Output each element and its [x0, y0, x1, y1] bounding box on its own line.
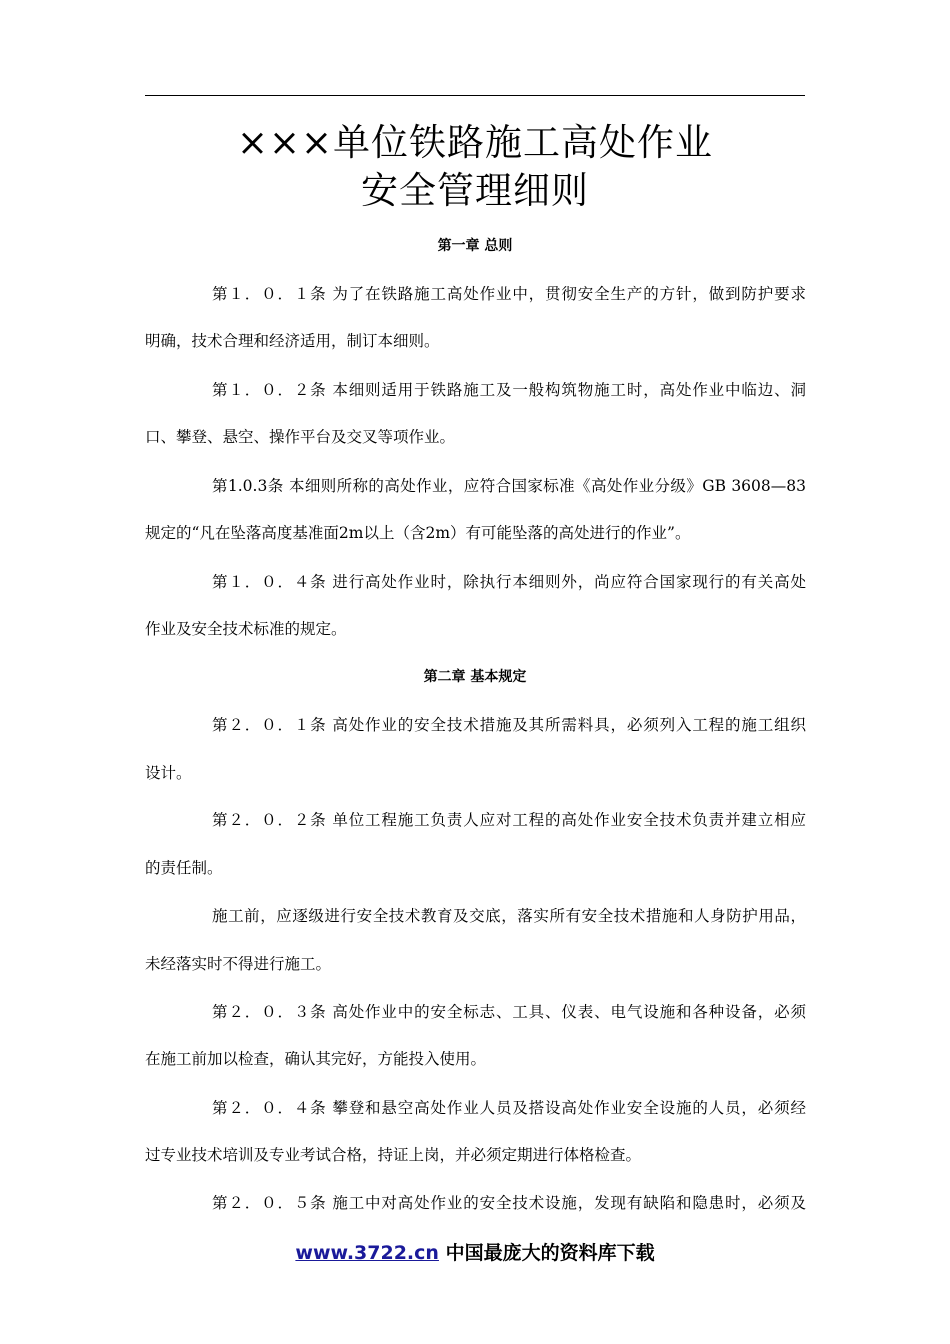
paragraph-line-2: 未经落实时不得进行施工。: [145, 955, 332, 973]
article-2-0-1-line-1: 第２．０．１条 高处作业的安全技术措施及其所需料具，必须列入工程的施工组织: [212, 716, 806, 734]
article-1-0-4-line-2: 作业及安全技术标准的规定。: [145, 620, 347, 638]
article-2-0-3-line-2: 在施工前加以检查，确认其完好，方能投入使用。: [145, 1050, 487, 1068]
article-1-0-2-line-1: 第１．０．２条 本细则适用于铁路施工及一般构筑物施工时，高处作业中临边、洞: [212, 381, 806, 399]
article-1-0-2-line-2: 口、攀登、悬空、操作平台及交叉等项作业。: [145, 428, 456, 446]
paragraph-line-1: 施工前，应逐级进行安全技术教育及交底，落实所有安全技术措施和人身防护用品，: [212, 907, 806, 925]
doc-title-line-2: 安全管理细则: [361, 169, 589, 212]
article-2-0-4-line-2: 过专业技术培训及专业考试合格，持证上岗，并必须定期进行体格检查。: [145, 1146, 642, 1164]
article-1-0-1-line-2: 明确，技术合理和经济适用，制订本细则。: [145, 332, 440, 350]
footer-text: 中国最庞大的资料库下载: [445, 1242, 655, 1264]
article-2-0-2-line-1: 第２．０．２条 单位工程施工负责人应对工程的高处作业安全技术负责并建立相应: [212, 811, 806, 829]
article-2-0-1-line-2: 设计。: [145, 764, 192, 782]
article-1-0-3-line-1: 第1.0.3条 本细则所称的高处作业，应符合国家标准《高处作业分级》GB 3608—83: [212, 477, 806, 495]
article-2-0-5-line-1: 第２．０．５条 施工中对高处作业的安全技术设施，发现有缺陷和隐患时，必须及: [212, 1194, 806, 1212]
chapter-2-heading: 第二章 基本规定: [423, 669, 527, 685]
footer-link[interactable]: www.3722.cn: [295, 1242, 439, 1264]
article-2-0-2-line-2: 的责任制。: [145, 859, 223, 877]
article-1-0-3-line-2: 规定的“凡在坠落高度基准面2m以上（含2m）有可能坠落的高处进行的作业”。: [145, 524, 691, 542]
header-rule: [145, 95, 805, 96]
article-1-0-4-line-1: 第１．０．４条 进行高处作业时，除执行本细则外，尚应符合国家现行的有关高处: [212, 573, 806, 591]
article-2-0-3-line-1: 第２．０．３条 高处作业中的安全标志、工具、仪表、电气设施和各种设备，必须: [212, 1003, 806, 1021]
article-2-0-4-line-1: 第２．０．４条 攀登和悬空高处作业人员及搭设高处作业安全设施的人员，必须经: [212, 1099, 806, 1117]
chapter-1-heading: 第一章 总则: [437, 238, 513, 254]
page-footer: [0, 1238, 950, 1265]
doc-title-line-1: ×××单位铁路施工高处作业: [236, 121, 713, 164]
article-1-0-1-line-1: 第１．０．１条 为了在铁路施工高处作业中，贯彻安全生产的方针，做到防护要求: [212, 285, 806, 303]
